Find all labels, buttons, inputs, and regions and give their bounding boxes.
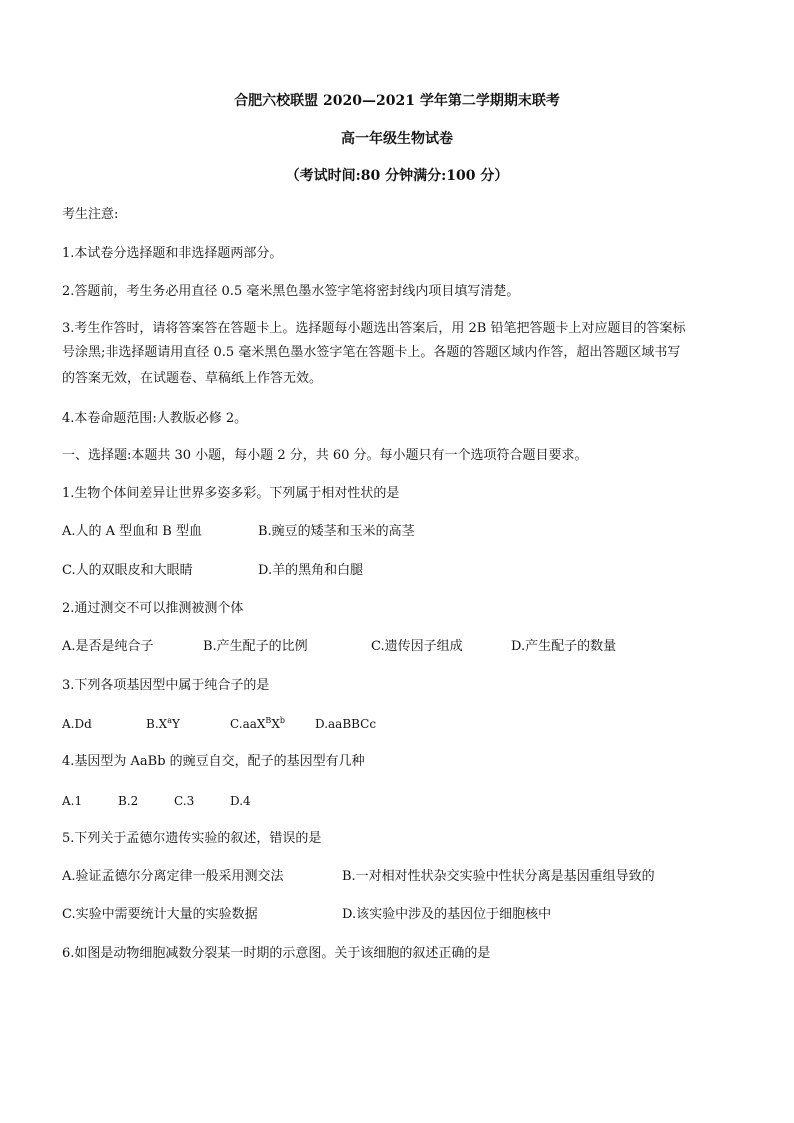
question-3-option-b-sup: a [167,716,172,725]
question-6-stem: 6.如图是动物细胞减数分裂某一时期的示意图。关于该细胞的叙述正确的是 [62,946,491,961]
notice-item-1: 1.本试卷分选择题和非选择题两部分。 [62,246,283,261]
question-5-option-b: B.一对相对性状杂交实验中性状分离是基因重组导致的 [342,869,655,884]
question-5-option-a: A.验证孟德尔分离定律一般采用测交法 [62,869,284,884]
question-1-option-b: B.豌豆的矮茎和玉米的高茎 [258,524,415,539]
question-4-option-a: A.1 [62,794,83,808]
question-3-option-b [146,715,180,733]
question-3-option-c-sup1: B [265,716,272,725]
question-2-stem: 2.通过测交不可以推测被测个体 [62,601,244,616]
question-4-option-b: B.2 [118,794,139,808]
question-1-option-a: A.人的 A 型血和 B 型血 [62,524,202,539]
notice-item-3-line-1: 3.考生作答时，请将答案答在答题卡上。选择题每小题选出答案后，用 2B 铅笔把答题卡上对应题目的答案标 [62,321,686,336]
question-2-option-c: C.遗传因子组成 [371,639,463,654]
question-2-option-d: D.产生配子的数量 [511,639,617,654]
question-1-option-d: D.羊的黑角和白腿 [258,563,364,578]
question-4-option-c: C.3 [174,794,195,808]
question-5-stem: 5.下列关于孟德尔遗传实验的叙述，错误的是 [62,831,322,846]
question-3-option-b-tail: Y [171,717,180,731]
notice-item-2: 2.答题前，考生务必用直径 0.5 毫米黑色墨水签字笔将密封线内项目填写清楚。 [62,284,520,299]
question-5-option-c: C.实验中需要统计大量的实验数据 [62,907,258,922]
question-4-stem: 4.基因型为 AaBb 的豌豆自交，配子的基因型有几种 [62,754,365,769]
notice-item-4: 4.本卷命题范围:人教版必修 2。 [62,411,248,426]
question-1-option-c: C.人的双眼皮和大眼睛 [62,563,193,578]
question-2-option-a: A.是否是纯合子 [62,639,154,654]
question-2-option-b: B.产生配子的比例 [203,639,308,654]
exam-time-info: （考试时间:80 分钟满分:100 分） [285,168,509,184]
question-3-stem: 3.下列各项基因型中属于纯合子的是 [62,678,270,693]
question-1-stem: 1.生物个体间差异让世界多姿多彩。下列属于相对性状的是 [62,486,400,501]
section-heading: 一、选择题:本题共 30 小题，每小题 2 分，共 60 分。每小题只有一个选项符合题目要求。 [62,448,588,463]
notice-heading: 考生注意: [62,207,119,222]
question-3-option-d: D.aaBBCc [315,717,377,731]
question-3-option-c-base: C.aaX [230,717,266,731]
exam-subject-title: 高一年级生物试卷 [341,131,453,147]
notice-item-3-line-3: 的答案无效，在试题卷、草稿纸上作答无效。 [62,371,323,386]
notice-item-3-line-2: 号涂黑;非选择题请用直径 0.5 毫米黑色墨水签字笔在答题卡上。各题的答题区域内作答，超出答题区域书写 [62,345,681,360]
question-4-option-d: D.4 [230,794,251,808]
question-3-option-a: A.Dd [62,717,92,731]
question-3-option-c [230,715,285,733]
question-5-option-d: D.该实验中涉及的基因位于细胞核中 [342,907,552,922]
question-3-option-c-mid: X [271,717,280,731]
exam-title: 合肥六校联盟 2020—2021 学年第二学期期末联考 [234,93,560,109]
question-3-option-c-sup2: b [279,716,285,725]
question-3-option-b-base: B.X [146,717,168,731]
